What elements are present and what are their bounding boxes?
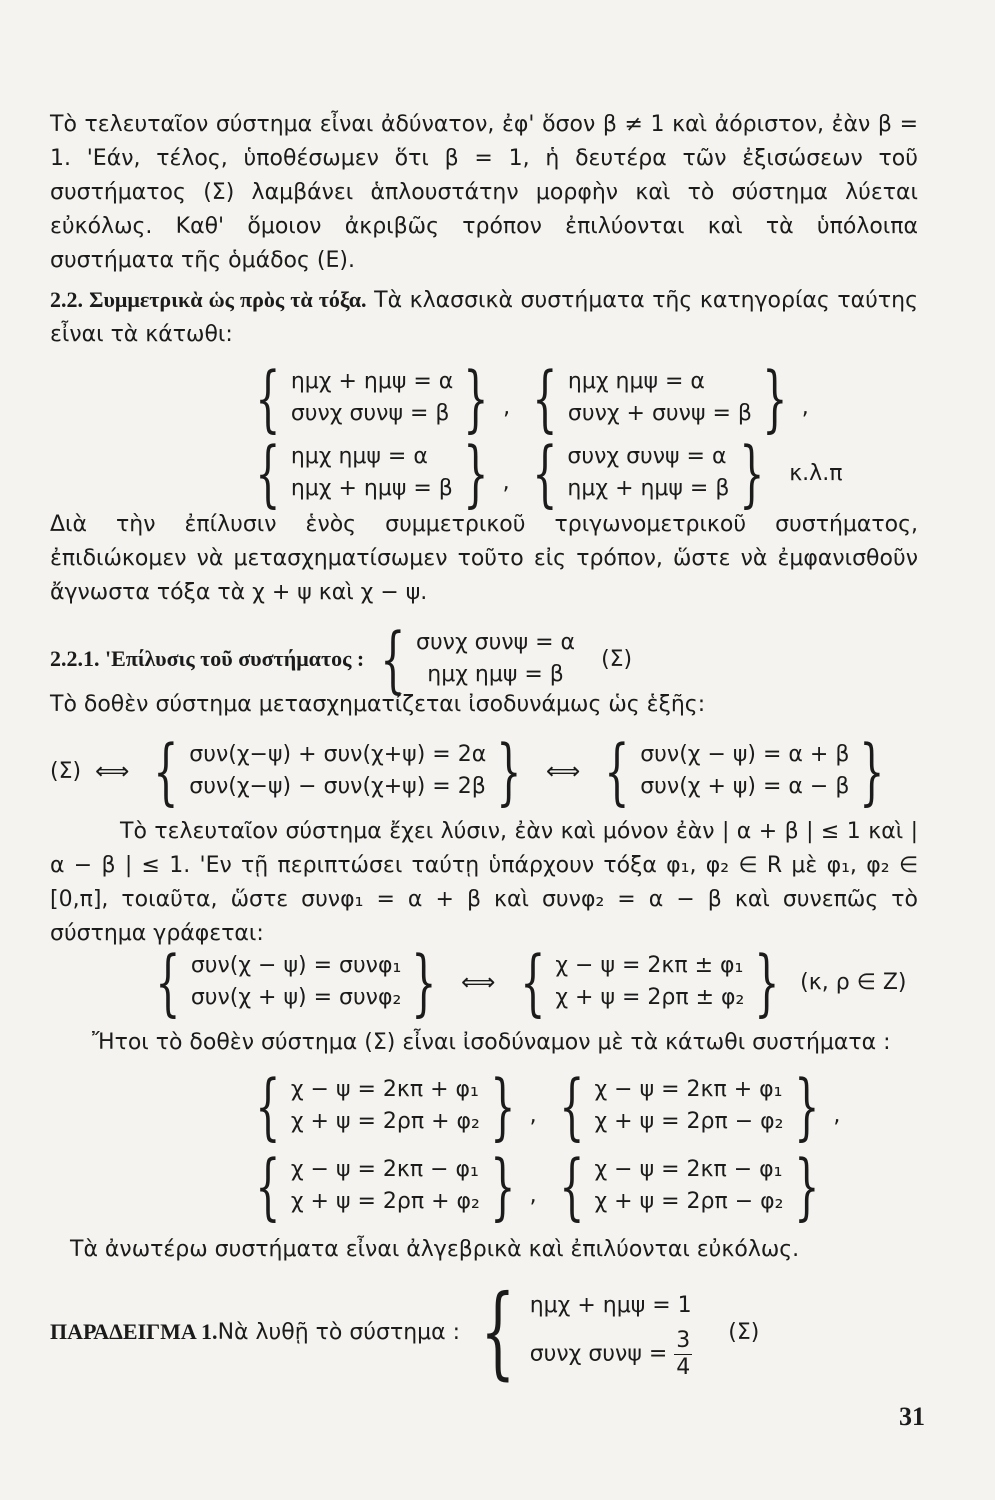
- solution-systems-row-1: [245, 1064, 844, 1148]
- method-paragraph: Διὰ τὴν ἐπίλυσιν ἑνὸς συμμετρικοῦ τριγωνομετρικοῦ συστήματος, ἐπιδιώκομεν νὰ μετασχηματίσωμεν τοῦτο εἰς τρόπον, ὥστε νὰ ἐμφανισθοῦν ἄγνωστα τόξα τὰ χ + ψ καὶ χ − ψ.: [50, 512, 918, 605]
- right-brace: }: [793, 1144, 820, 1228]
- section-2-2-1: [50, 617, 633, 701]
- left-brace: {: [519, 940, 546, 1024]
- equivalence-paragraph: Ἤτοι τὸ δοθὲν σύστημα (Σ) εἶναι ἰσοδύναμον μὲ τὰ κάτωθι συστήματα :: [92, 1030, 891, 1055]
- rewrite-left-system: [191, 950, 401, 1014]
- example-1-system: [530, 1284, 693, 1381]
- fraction-numerator: 3: [676, 1327, 691, 1353]
- right-brace: }: [793, 1064, 820, 1148]
- solution-system-3: [291, 1154, 480, 1218]
- system-3-eq-2: ημχ + ημψ = β: [290, 476, 453, 501]
- left-brace: {: [380, 617, 406, 701]
- example-1-eq-2: [530, 1328, 693, 1381]
- system-4: [567, 441, 729, 505]
- transform-right-eq-1: συν(χ − ψ) = α + β: [640, 742, 850, 767]
- rewrite-right-eq-2: χ + ψ = 2ρπ ± φ₂: [555, 985, 745, 1010]
- system-4-eq-1: συνχ συνψ = α: [567, 444, 727, 469]
- example-1-eq-2-prefix: συνχ συνψ =: [529, 1341, 668, 1366]
- system-2: [568, 366, 752, 430]
- example-1-heading: ΠΑΡΑΔΕΙΓΜΑ 1.: [50, 1319, 218, 1344]
- left-brace: {: [532, 356, 558, 440]
- left-brace: {: [480, 1273, 516, 1390]
- equivalence-arrow: ⟺: [546, 757, 581, 785]
- system-1: [291, 366, 453, 430]
- right-brace: }: [754, 940, 780, 1024]
- right-brace: }: [411, 940, 437, 1024]
- system-1-eq-1: ημχ + ημψ = α: [290, 369, 454, 394]
- equivalence-arrow: ⟺: [95, 757, 130, 785]
- section-2-2-1-heading: 2.2.1. 'Επίλυσις τοῦ συστήματος :: [50, 646, 365, 671]
- etc-label: κ.λ.π: [789, 460, 843, 486]
- sigma-eq-1: συνχ συνψ = α: [416, 630, 576, 655]
- comma: ,: [801, 395, 809, 420]
- system-2-eq-2: συνχ + συνψ = β: [567, 401, 752, 426]
- comma: ,: [503, 395, 511, 420]
- intro-paragraph: Τὸ τελευταῖον σύστημα εἶναι ἀδύνατον, ἐφ' ὅσον β ≠ 1 καὶ ἀόριστον, ἐὰν β = 1. 'Εάν, τέλος, ὑποθέσωμεν ὅτι β = 1, ἡ δευτέρα τῶν ἐξισώσεων τοῦ συστήματος (Σ) λαμβάνει ἁπλουστάτην μορφὴν καὶ τὸ σύστημα λύεται εὐκόλως. Καθ' ὅμοιον ἀκριβῶς τρόπον ἐπιλύονται καὶ τὰ ὑπόλοιπα συστήματα τῆς ὁμάδος (Ε).: [50, 112, 918, 273]
- fraction-three-quarters: [674, 1328, 692, 1381]
- left-brace: {: [558, 1144, 585, 1228]
- left-brace: {: [255, 431, 281, 515]
- right-brace: }: [496, 729, 522, 813]
- system-3: [291, 441, 453, 505]
- right-brace: }: [762, 356, 788, 440]
- example-1: [50, 1273, 760, 1390]
- transform-equation: [50, 729, 895, 813]
- transform-right-system: [640, 739, 849, 803]
- solution-1-eq-1: χ − ψ = 2κπ + φ₁: [290, 1077, 479, 1102]
- rewrite-left-eq-2: συν(χ + ψ) = συνφ₂: [190, 985, 402, 1010]
- sigma-eq-2: ημχ ημψ = β: [427, 662, 564, 687]
- left-brace: {: [255, 1144, 281, 1228]
- section-2-2-paragraph: [50, 283, 918, 352]
- solution-2-eq-2: χ + ψ = 2ρπ − φ₂: [594, 1109, 784, 1134]
- sigma-label: (Σ): [50, 758, 82, 784]
- system-2-eq-1: ημχ ημψ = α: [567, 369, 705, 394]
- right-brace: }: [859, 729, 885, 813]
- system-sigma: [416, 627, 575, 691]
- transform-right-eq-2: συν(χ + ψ) = α − β: [640, 774, 850, 799]
- page-number: 31: [899, 1402, 925, 1431]
- example-systems-row-2: [245, 431, 843, 515]
- section-2-2-text: Τὰ κλασσικὰ συστήματα τῆς κατηγορίας ταύτης εἶναι τὰ κάτωθι:: [50, 288, 919, 347]
- left-brace: {: [531, 431, 558, 515]
- right-brace: }: [463, 356, 489, 440]
- example-systems-row-1: [245, 356, 813, 440]
- sigma-label: (Σ): [601, 646, 633, 672]
- solution-4-eq-1: χ − ψ = 2κπ − φ₁: [594, 1157, 783, 1182]
- rewrite-right-eq-1: χ − ψ = 2κπ ± φ₁: [555, 953, 744, 978]
- system-3-eq-1: ημχ ημψ = α: [290, 444, 428, 469]
- left-brace: {: [153, 729, 179, 813]
- left-brace: {: [604, 729, 630, 813]
- solution-system-1: [291, 1074, 480, 1138]
- left-brace: {: [558, 1064, 585, 1148]
- rewrite-equation: [145, 940, 907, 1024]
- right-brace: }: [739, 431, 765, 515]
- solution-system-4: [594, 1154, 783, 1218]
- comma: ,: [833, 1103, 841, 1128]
- system-1-eq-2: συνχ συνψ = β: [290, 401, 450, 426]
- solution-1-eq-2: χ + ψ = 2ρπ + φ₂: [290, 1109, 480, 1134]
- rewrite-right-system: [555, 950, 744, 1014]
- right-brace: }: [490, 1144, 516, 1228]
- fraction-denominator: 4: [676, 1354, 691, 1380]
- algebraic-paragraph: Τὰ ἀνωτέρω συστήματα εἶναι ἀλγεβρικὰ καὶ ἐπιλύονται εὐκόλως.: [70, 1237, 800, 1262]
- transform-left-system: [189, 739, 486, 803]
- solution-system-2: [594, 1074, 783, 1138]
- comma: ,: [529, 1183, 537, 1208]
- comma: ,: [529, 1103, 537, 1128]
- right-brace: }: [463, 431, 489, 515]
- rewrite-left-eq-1: συν(χ − ψ) = συνφ₁: [190, 953, 402, 978]
- solution-3-eq-2: χ + ψ = 2ρπ + φ₂: [290, 1189, 480, 1214]
- section-2-2-heading: 2.2. Συμμετρικὰ ὡς πρὸς τὰ τόξα.: [50, 287, 367, 312]
- solution-systems-row-2: [245, 1144, 829, 1228]
- example-1-text: Νὰ λυθῇ τὸ σύστημα :: [217, 1319, 461, 1345]
- right-brace: }: [490, 1064, 516, 1148]
- solution-2-eq-1: χ − ψ = 2κπ + φ₁: [594, 1077, 783, 1102]
- integer-condition: (κ, ρ ∈ Z): [800, 969, 907, 995]
- transform-paragraph: Τὸ δοθὲν σύστημα μετασχηματίζεται ἰσοδυνάμως ὡς ἑξῆς:: [50, 692, 706, 717]
- comma: ,: [502, 470, 510, 495]
- left-brace: {: [255, 356, 281, 440]
- left-brace: {: [255, 1064, 281, 1148]
- solution-4-eq-2: χ + ψ = 2ρπ − φ₂: [594, 1189, 784, 1214]
- transform-left-eq-1: συν(χ−ψ) + συν(χ+ψ) = 2α: [189, 742, 487, 767]
- system-4-eq-2: ημχ + ημψ = β: [567, 476, 730, 501]
- left-brace: {: [155, 940, 181, 1024]
- transform-left-eq-2: συν(χ−ψ) − συν(χ+ψ) = 2β: [189, 774, 486, 799]
- condition-paragraph: Τὸ τελευταῖον σύστημα ἔχει λύσιν, ἐὰν καὶ μόνον ἐὰν | α + β | ≤ 1 καὶ | α − β | ≤ 1. 'Εν τῇ περιπτώσει ταύτῃ ὑπάρχουν τόξα φ₁, φ₂ ∈ R μὲ φ₁, φ₂ ∈ [0,π], τοιαῦτα, ὥστε συνφ₁ = α + β καὶ συνφ₂ = α − β καὶ συνεπῶς τὸ σύστημα γράφεται:: [50, 819, 918, 946]
- example-1-eq-1: ημχ + ημψ = 1: [529, 1292, 692, 1318]
- equivalence-arrow: ⟺: [461, 968, 496, 996]
- sigma-label: (Σ): [728, 1319, 760, 1345]
- solution-3-eq-1: χ − ψ = 2κπ − φ₁: [290, 1157, 479, 1182]
